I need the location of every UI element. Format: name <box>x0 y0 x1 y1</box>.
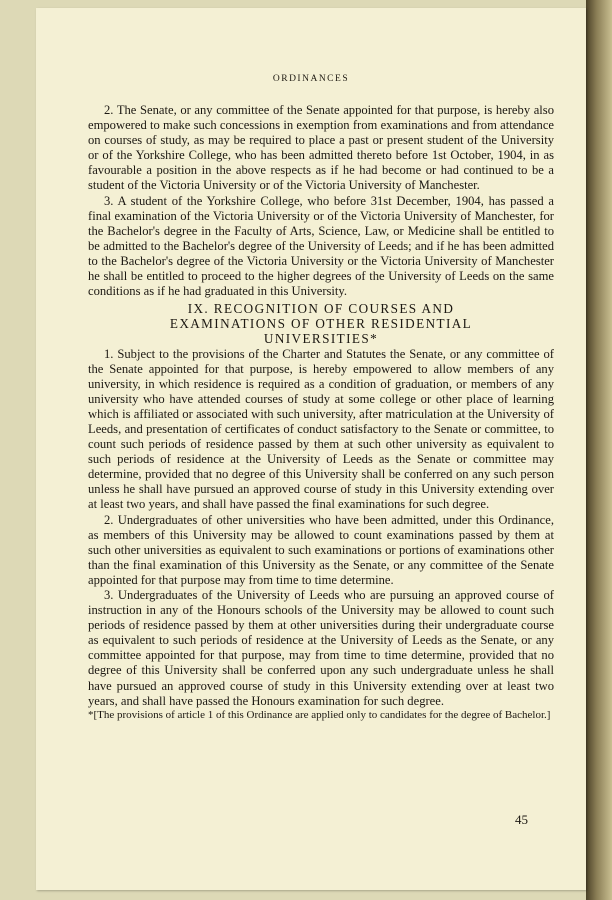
section-paragraph-3: 3. Undergraduates of the University of Leeds who are pursuing an approved course of instruction in any of the Honours schools of the University may be allowed to count such periods of residence passed by them at other universities during their undergraduate course as equivalent to such periods of residence at the University of Leeds as the Senate, or any committee appointed for that purpose, may from time to time determine, provided that no degree of this University shall be conferred upon any such undergraduate unless he shall have pursued an approved course of study in this University extending over at least two years, and shall have passed the Honours examination for such degree. <box>88 588 554 708</box>
section-heading <box>88 301 554 346</box>
document-page <box>36 8 586 890</box>
section-paragraph-1: 1. Subject to the provisions of the Charter and Statutes the Senate, or any committee of the Senate appointed for that purpose, is hereby empowered to allow members of any university, in which residence is required as a condition of graduation, or members of any university who have attended courses of study at some college or other place of learning which is affiliated or associated with such university, after matriculation at the University of Leeds, and presentation of certificates of conduct satisfactory to the Senate or committee, to count such periods of residence passed by them at such other university as equivalent to such periods of residence at the University of Leeds as the Senate or committee may determine, provided that no degree of this University shall be conferred on any such person unless he shall have pursued an approved course of study in this University extending over at least two years, and shall have passed the final examinations for such degree. <box>88 346 554 512</box>
paragraph-3: 3. A student of the Yorkshire College, who before 31st December, 1904, has passed a final examination of the Victoria University or of the Victoria University of Manchester, for the Bachelor's degree in the Faculty of Arts, Science, Law, or Medicine shall be entitled to be admitted to the Bachelor's degree of the University of Leeds; and if he has been admitted to the Bachelor's degree of the Victoria University or the Victoria University of Manchester he shall be entitled to proceed to the higher degrees of the University of Leeds on the same conditions as if he had graduated in this University. <box>88 193 554 299</box>
section-paragraph-2: 2. Undergraduates of other universities who have been admitted, under this Ordinance, as members of this University may be allowed to count examinations passed by them at such other universities as equivalent to such examinations or portions of examinations other than the final examination of this University as the Senate, or any committee of the Senate appointed for that purpose may from time to time determine. <box>88 512 554 587</box>
running-header: ORDINANCES <box>272 74 350 84</box>
paragraph-2: 2. The Senate, or any committee of the Senate appointed for that purpose, is hereby also empowered to make such concessions in exemption from examinations and from attendance on courses of study, as may be required to place a past or present student of the University or of the Yorkshire College, who has been admitted thereto before 1st October, 1904, in as favourable a position in the above respects as if he had become or had continued to be a student of the Victoria University or of the Victoria University of Manchester. <box>88 103 554 193</box>
book-spine <box>586 0 612 900</box>
footnote: *[The provisions of article 1 of this Ordinance are applied only to candidates for the degree of Bachelor.] <box>88 708 551 721</box>
page-number: 45 <box>515 812 528 827</box>
section-heading-line-2: EXAMINATIONS OF OTHER RESIDENTIAL <box>169 316 473 332</box>
section-heading-line-1: IX. RECOGNITION OF COURSES AND <box>187 301 455 317</box>
page-body <box>88 103 554 722</box>
section-heading-line-3: UNIVERSITIES* <box>263 331 379 347</box>
